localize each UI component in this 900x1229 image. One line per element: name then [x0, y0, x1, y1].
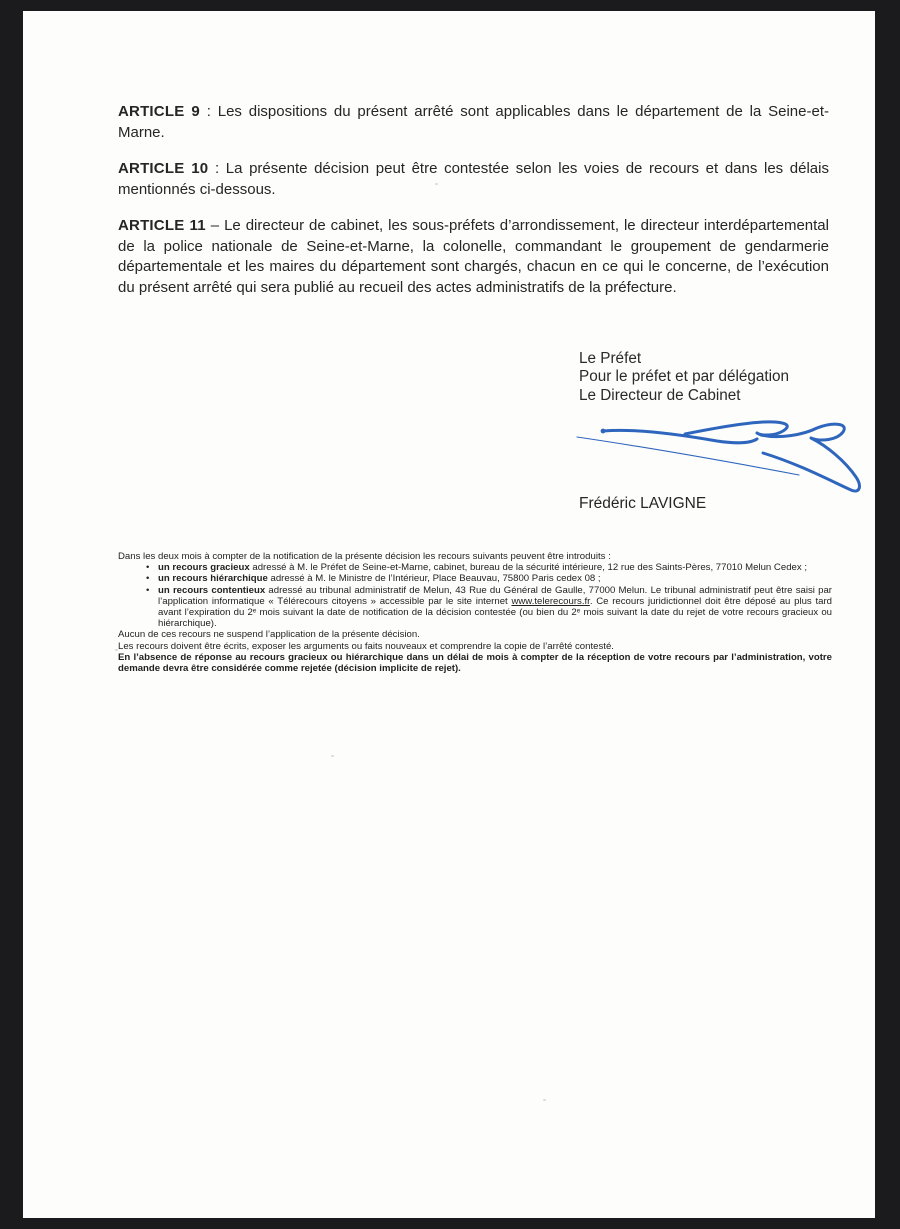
recours-hierarchique-item: [118, 573, 832, 584]
recours-gracieux-label: un recours gracieux: [158, 562, 250, 574]
prefect-title-line: Le Préfet: [579, 350, 642, 367]
scan-speck: [331, 755, 334, 757]
signature-title-block: [579, 350, 789, 405]
article-9-paragraph: [118, 102, 829, 143]
article-10-paragraph: [118, 159, 829, 200]
article-11-paragraph: [118, 216, 829, 298]
signatory-name: Frédéric LAVIGNE: [579, 495, 707, 512]
article-10-label: ARTICLE 10: [118, 160, 209, 177]
recours-list: [118, 562, 832, 629]
legal-note-suspensive: Aucun de ces recours ne suspend l’application de la présente décision.: [118, 629, 420, 641]
article-9-text: Les dispositions du présent arrêté sont applicables dans le département de la Seine-et-Marne.: [118, 103, 829, 141]
recours-gracieux-item: [118, 562, 832, 573]
article-11-separator: –: [205, 217, 225, 234]
scan-speck: [208, 266, 211, 268]
article-9-label: ARTICLE 9: [118, 103, 200, 120]
recours-contentieux-text-2: . Ce recours juridictionnel doit être déposé au plus tard avant l’expiration du 2ᵉ mois suivant la date de notification de la décision contestée (ou bien du 2ᵉ mois suivant la date du rejet de votre recours gracieux ou hiérarchique).: [158, 595, 832, 630]
legal-intro: Dans les deux mois à compter de la notification de la présente décision les recours suivants peuvent être introduits :: [118, 551, 611, 562]
recours-hierarchique-text: adressé à M. le Ministre de l’Intérieur, Place Beauvau, 75800 Paris cedex 08 ;: [267, 573, 601, 585]
legal-note-ecrits: Les recours doivent être écrits, exposer les arguments ou faits nouveaux et comprendre la copie de l’arrêté contesté.: [118, 640, 614, 652]
telerecours-link: www.telerecours.fr: [511, 595, 590, 607]
article-10-separator: :: [208, 160, 226, 177]
signature-hairline-stroke: [577, 437, 799, 475]
recours-contentieux-label: un recours contentieux: [158, 584, 266, 596]
recours-gracieux-text: adressé à M. le Préfet de Seine-et-Marne, cabinet, bureau de la sécurité intérieure, 12 rue des Saints-Pères, 77010 Melun Cedex ;: [249, 562, 807, 574]
legal-note-rejet: En l’absence de réponse au recours gracieux ou hiérarchique dans un délai de mois à compter de la réception de votre recours par l’administration, votre demande devra être considérée comme rejetée (décision implicite de rejet).: [118, 651, 832, 675]
scan-speck: [543, 1099, 546, 1101]
director-title-line: Le Directeur de Cabinet: [579, 386, 741, 404]
delegation-line: Pour le préfet et par délégation: [579, 368, 790, 386]
signature-ink-blob: [601, 429, 606, 434]
recours-contentieux-item: [118, 585, 832, 630]
articles-section: [118, 102, 829, 314]
article-10-text: La présente décision peut être contestée selon les voies de recours et dans les délais mentionnés ci-dessous.: [118, 160, 829, 198]
signature-main-stroke: [603, 422, 859, 491]
article-9-separator: :: [199, 103, 218, 120]
article-11-text: Le directeur de cabinet, les sous-préfets d’arrondissement, le directeur interdépartemental de la police nationale de Seine-et-Marne, la colonelle, commandant le groupement de gendarmerie départementale et les maires du département sont chargés, chacun en ce qui le concerne, de l’exécution du présent arrêté qui sera publié au recueil des actes administratifs de la préfecture.: [118, 217, 829, 296]
document-page: [23, 11, 875, 1218]
legal-notice-block: [118, 551, 832, 674]
article-11-label: ARTICLE 11: [118, 217, 206, 234]
recours-hierarchique-label: un recours hiérarchique: [158, 573, 268, 585]
scan-speck: [435, 183, 438, 185]
scan-speck: [115, 649, 118, 651]
recours-contentieux-text-1: adressé au tribunal administratif de Melun, 43 Rue du Général de Gaulle, 77000 Melun. Le tribunal administratif peut être saisi par l’application informatique « Télérecours citoyens » accessible par le site internet: [158, 584, 832, 607]
